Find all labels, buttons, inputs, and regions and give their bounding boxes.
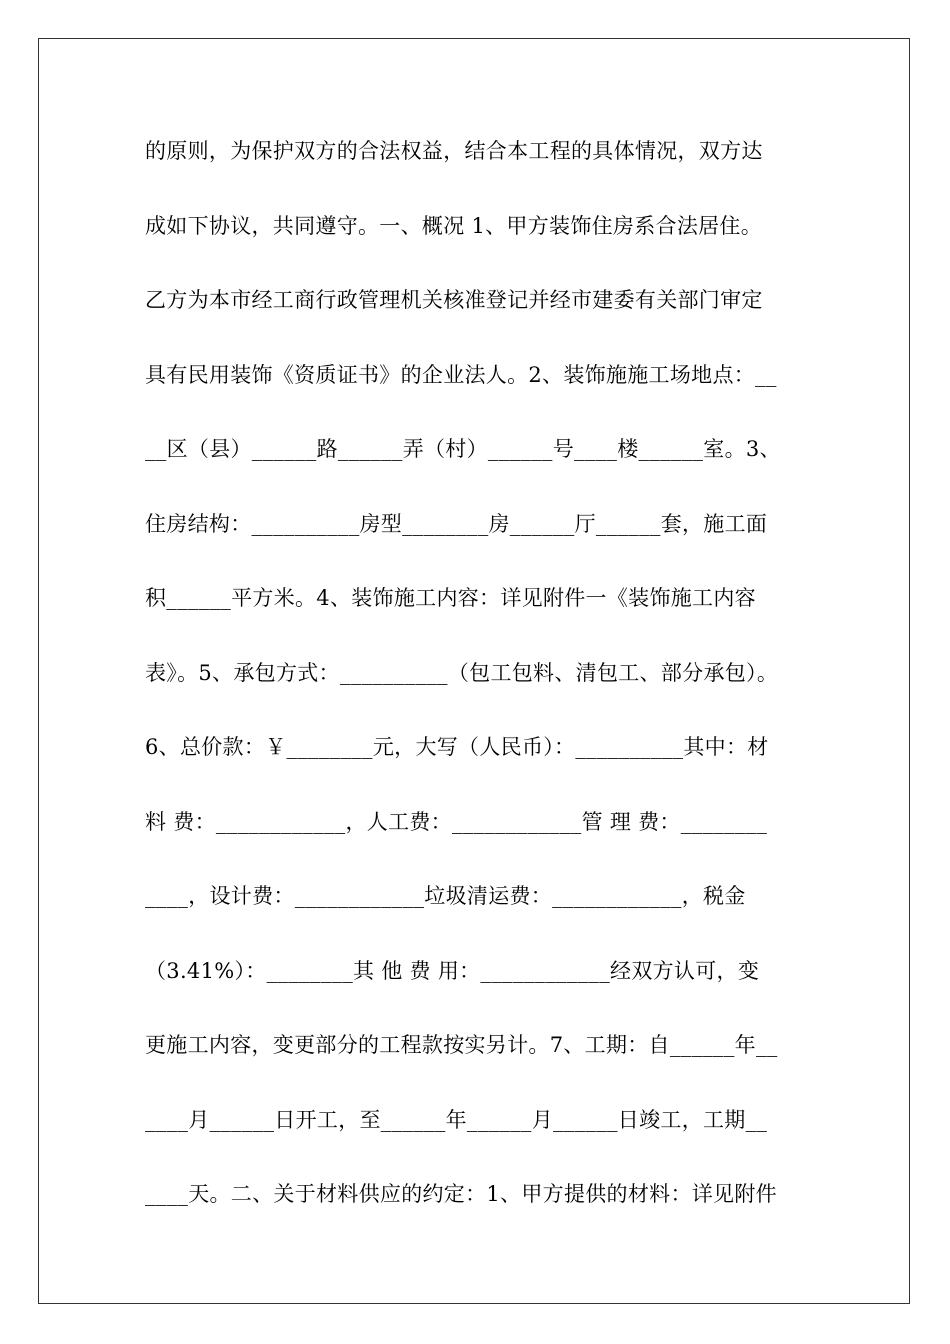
text-line: 的原则，为保护双方的合法权益，结合本工程的具体情况，双方达 [145, 139, 763, 163]
text-line: ____，设计费：____________垃圾清运费：____________，税金 [145, 884, 746, 908]
text-line: 6、总价款：￥________元，大写（人民币）：__________其中：材 [145, 735, 769, 759]
text-line: 积______平方米。4、装饰施工内容：详见附件一《装饰施工内容 [145, 586, 756, 610]
text-line: （3.41%）：________其 他 费 用：____________经双方认可，变 [145, 958, 760, 983]
text-line: 料 费：____________，人工费：____________管 理 费：________ [145, 809, 768, 834]
text-line: ____天。二、关于材料供应的约定：1、甲方提供的材料：详见附件 [145, 1182, 777, 1206]
text-line: 更施工内容，变更部分的工程款按实另计。7、工期：自______年__ [145, 1033, 778, 1057]
text-line: 成如下协议，共同遵守。一、概况 1、甲方装饰住房系合法居住。 [145, 213, 763, 238]
text-line: 表》。5、承包方式：__________（包工包料、清包工、部分承包）。 [145, 660, 779, 685]
text-line: 住房结构：__________房型________房______厅______套，施工面 [145, 511, 768, 536]
text-line: ____月______日开工，至______年______月______日竣工，工期__ [145, 1107, 768, 1132]
text-line: 具有民用装饰《资质证书》的企业法人。2、装饰施施工场地点：__ [145, 362, 777, 387]
text-line: __区（县）______路______弄（村）______号____楼______室。3、 [145, 437, 781, 461]
text-line: 乙方为本市经工商行政管理机关核准登记并经市建委有关部门审定 [145, 288, 763, 312]
document-body [145, 128, 825, 1246]
